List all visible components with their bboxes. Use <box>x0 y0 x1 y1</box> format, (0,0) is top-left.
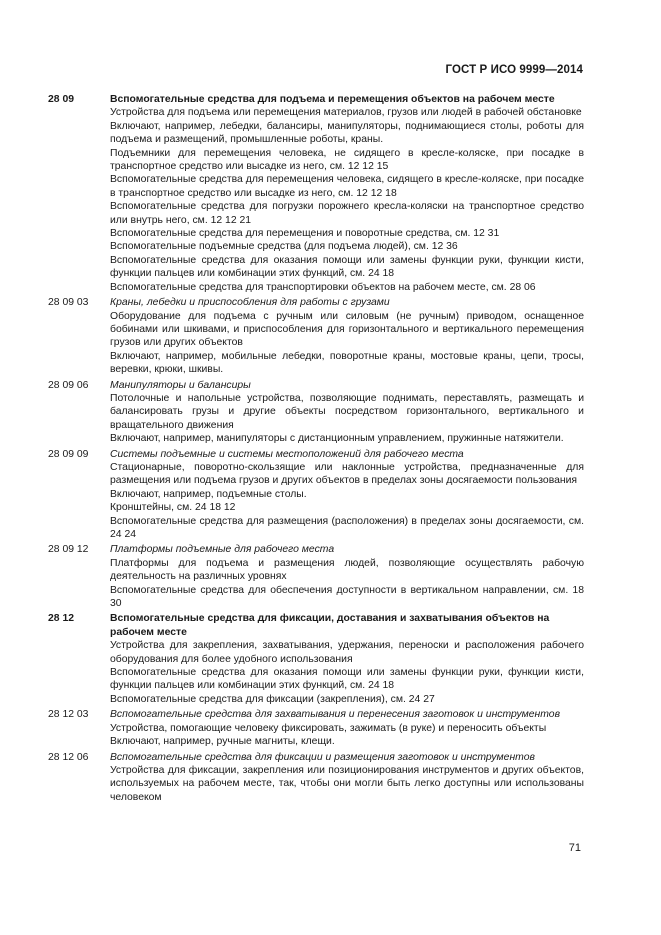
entry-body <box>110 379 584 446</box>
classification-entry <box>48 379 584 446</box>
entry-code: 28 12 <box>48 613 75 625</box>
entry-body <box>110 296 584 376</box>
entry-text: Потолочные и напольные устройства, позволяющие поднимать, переставлять, размещать и балансировать грузы и другие объекты посредством горизонтального, вертикального и вращательного движения <box>110 392 584 431</box>
document-body <box>48 93 584 806</box>
entry-text: Вспомогательные средства для обеспечения доступности в вертикальном направлении, см. 18 30 <box>110 584 584 610</box>
entry-title: Вспомогательные средства для фиксации, доставания и захватывания объектов на рабочем месте <box>110 613 550 638</box>
entry-title: Вспомогательные средства для захватывания и перенесения заготовок и инструментов <box>110 709 561 721</box>
entry-code: 28 09 03 <box>48 297 89 309</box>
entry-title: Системы подъемные и системы местоположений для рабочего места <box>110 448 464 460</box>
entry-title: Вспомогательные средства для подъема и перемещения объектов на рабочем месте <box>110 94 555 105</box>
classification-entry <box>48 93 584 294</box>
entry-code: 28 12 06 <box>48 751 89 763</box>
entry-text: Включают, например, ручные магниты, клещи. <box>110 736 335 748</box>
entry-body <box>110 751 584 805</box>
entry-text: Включают, например, манипуляторы с дистанционным управлением, пружинные натяжители. <box>110 433 564 445</box>
entry-text: Подъемники для перемещения человека, не сидящего в кресле-коляске, при посадке в транспортное средство или высадке из него, см. 12 12 15 <box>110 147 584 173</box>
entry-title: Манипуляторы и балансиры <box>110 379 251 391</box>
entry-text: Кронштейны, см. 24 18 12 <box>110 502 236 514</box>
entry-text: Вспомогательные средства для оказания помощи или замены функции руки, функции кисти, функции пальцев или комбинации этих функций, см. 24 18 <box>110 254 584 280</box>
entry-text: Оборудование для подъема с ручным или силовым (не ручным) приводом, оснащенное бобинами или шкивами, и приспособления для горизонтального и вертикального перемещения грузов или других объектов <box>110 310 584 349</box>
entry-body <box>110 543 584 610</box>
document-header: ГОСТ Р ИСО 9999—2014 <box>445 64 583 76</box>
entry-body <box>110 612 584 706</box>
entry-text: Стационарные, поворотно-скользящие или наклонные устройства, предназначенные для размещения или подъема грузов и других объектов в пределах зоны досягаемости пользования <box>110 461 584 487</box>
entry-text: Вспомогательные средства для перемещения и поворотные средства, см. 12 31 <box>110 228 500 240</box>
entry-code: 28 09 06 <box>48 379 89 391</box>
entry-text: Включают, например, лебедки, балансиры, манипуляторы, поднимающиеся столы, роботы для подъема и размещений, промышленные роботы, краны. <box>110 120 584 146</box>
entry-body <box>110 93 584 294</box>
entry-code: 28 12 03 <box>48 709 89 721</box>
entry-text: Вспомогательные средства для транспортировки объектов на рабочем месте, см. 28 06 <box>110 281 536 293</box>
entry-text: Устройства, помогающие человеку фиксировать, зажимать (в руке) и переносить объекты <box>110 722 547 734</box>
entry-text: Вспомогательные подъемные средства (для подъема людей), см. 12 36 <box>110 241 458 253</box>
entry-text: Платформы для подъема и размещения людей, позволяющие осуществлять рабочую деятельность на различных уровнях <box>110 557 584 583</box>
entry-code: 28 09 <box>48 94 75 105</box>
entry-text: Вспомогательные средства для оказания помощи или замены функции руки, функции кисти, функции пальцев или комбинации этих функций, см. 24 18 <box>110 667 584 692</box>
entry-title: Вспомогательные средства для фиксации и размещения заготовок и инструментов <box>110 751 535 763</box>
entry-text: Устройства для подъема или перемещения материалов, грузов или людей в рабочей обстановке <box>110 107 582 119</box>
classification-entry <box>48 543 584 610</box>
entry-text: Вспомогательные средства для фиксации (закрепления), см. 24 27 <box>110 693 435 705</box>
entry-text: Вспомогательные средства для перемещения человека, сидящего в кресле-коляске, при посадке в транспортное средство или высадке из него, см. 12 12 18 <box>110 174 584 199</box>
entry-text: Включают, например, мобильные лебедки, поворотные краны, мостовые краны, цепи, тросы, веревки, крюки, шкивы. <box>110 350 584 376</box>
entry-code: 28 09 09 <box>48 448 89 460</box>
entry-text: Устройства для закрепления, захватывания, удержания, переноски и расположения рабочего оборудования для более удобного использования <box>110 640 584 665</box>
classification-entry <box>48 448 584 542</box>
entry-text: Вспомогательные средства для размещения (расположения) в пределах зоны досягаемости, см. 24 24 <box>110 515 584 540</box>
entry-text: Включают, например, подъемные столы. <box>110 488 307 500</box>
classification-entry <box>48 296 584 376</box>
entry-body <box>110 448 584 542</box>
page-number: 71 <box>568 842 581 854</box>
entry-text: Устройства для фиксации, закрепления или позиционирования инструментов и других объектов, используемых на рабочем месте, так, чтобы они могли быть легко доступны или использованы человеком <box>110 764 584 803</box>
entry-title: Краны, лебедки и приспособления для работы с грузами <box>110 297 390 309</box>
entry-body <box>110 708 584 748</box>
entry-text: Вспомогательные средства для погрузки порожнего кресла-коляски на транспортное средство или внутрь него, см. 12 12 21 <box>110 201 584 226</box>
classification-entry <box>48 708 584 748</box>
entry-code: 28 09 12 <box>48 544 89 556</box>
entry-title: Платформы подъемные для рабочего места <box>110 544 335 556</box>
classification-entry <box>48 612 584 706</box>
classification-entry <box>48 751 584 805</box>
